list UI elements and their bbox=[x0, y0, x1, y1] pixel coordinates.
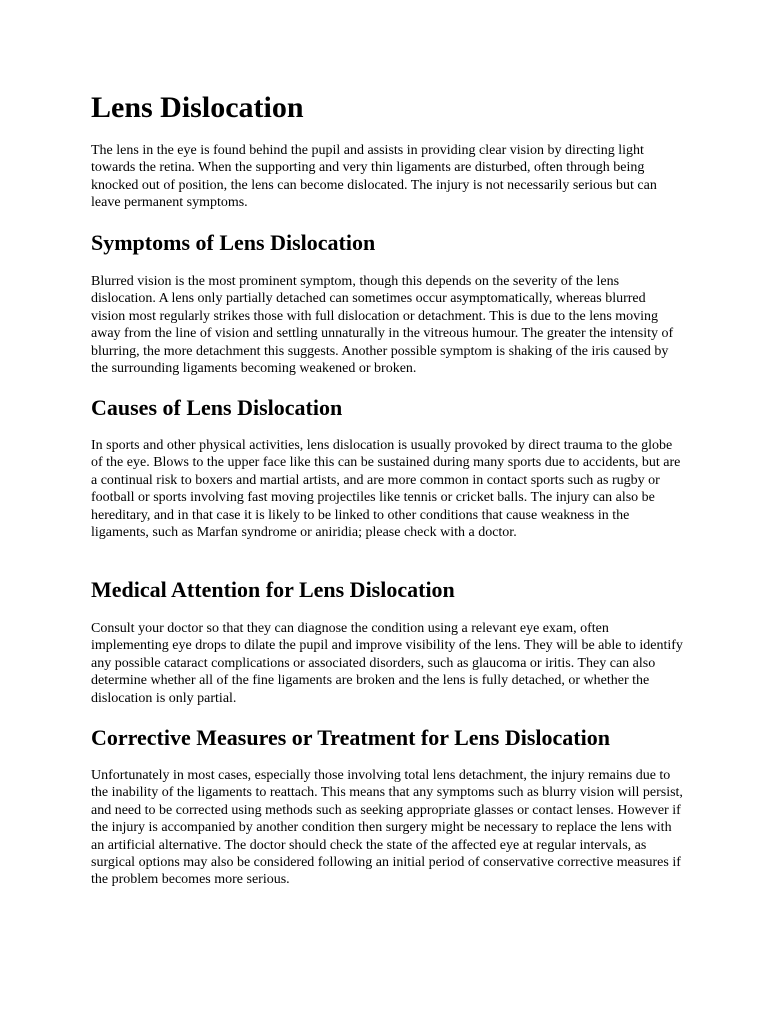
section-heading-medical-attention: Medical Attention for Lens Dislocation bbox=[91, 577, 455, 602]
document-title: Lens Dislocation bbox=[91, 91, 304, 124]
section-heading-causes: Causes of Lens Dislocation bbox=[91, 395, 343, 420]
section-heading-symptoms: Symptoms of Lens Dislocation bbox=[91, 230, 376, 255]
intro-paragraph: The lens in the eye is found behind the pupil and assists in providing clear vision by directing light towards the retina. When the supporting and very thin ligaments are disturbed, often through being knocked out of position, the lens can become dislocated. The injury is not necessarily serious but can leave permanent symptoms. bbox=[91, 143, 657, 211]
section-body-causes: In sports and other physical activities, lens dislocation is usually provoked by direct trauma to the globe of the eye. Blows to the upper face like this can be sustained during many sports due to accidents, but are a continual risk to boxers and martial artists, and are more common in contact sports such as rugby or football or sports involving fast moving projectiles like tennis or cricket balls. The injury can also be hereditary, and in that case it is likely to be linked to other conditions that cause weakness in the ligaments, such as Marfan syndrome or aniridia; please check with a doctor. bbox=[91, 438, 681, 541]
section-body-medical-attention: Consult your doctor so that they can diagnose the condition using a relevant eye exam, often implementing eye drops to dilate the pupil and improve visibility of the lens. They will be able to identify any possible cataract complications or associated disorders, such as glaucoma or iritis. They can also determine whether all of the fine ligaments are broken and the lens is fully detached, or whether the dislocation is only partial. bbox=[91, 621, 683, 706]
section-heading-corrective-measures: Corrective Measures or Treatment for Lens Dislocation bbox=[91, 725, 610, 750]
section-body-corrective-measures: Unfortunately in most cases, especially those involving total lens detachment, the injury remains due to the inability of the ligaments to reattach. This means that any symptoms such as blurry vision will persist, and need to be corrected using methods such as seeking appropriate glasses or contact lenses. However if the injury is accompanied by another condition then surgery might be necessary to replace the lens with an artificial alternative. The doctor should check the state of the affected eye at regular intervals, as surgical options may also be considered following an initial period of conservative corrective measures if the problem becomes more serious. bbox=[91, 768, 683, 888]
section-body-symptoms: Blurred vision is the most prominent symptom, though this depends on the severity of the lens dislocation. A lens only partially detached can sometimes occur asymptomatically, whereas blurred vision most regularly strikes those with full dislocation or detachment. This is due to the lens moving away from the line of vision and settling unnaturally in the vitreous humour. The greater the intensity of blurring, the more detachment this suggests. Another possible symptom is shaking of the iris caused by the surrounding ligaments becoming weakened or broken. bbox=[91, 274, 674, 377]
